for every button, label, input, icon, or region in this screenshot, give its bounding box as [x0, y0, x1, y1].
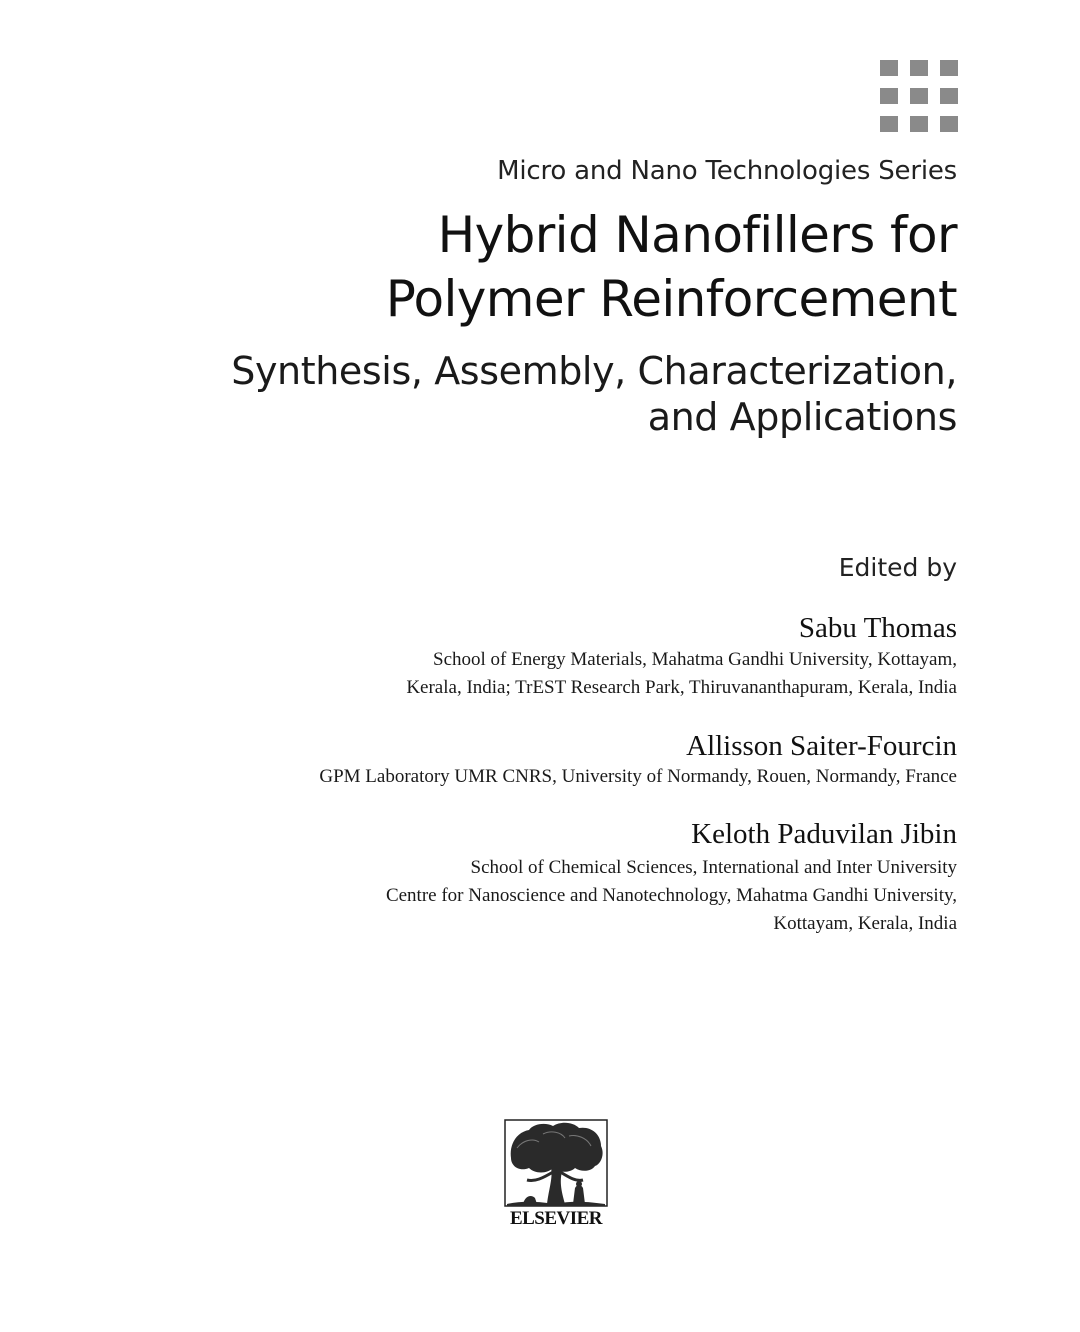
editor-affiliation: School of Energy Materials, Mahatma Gandhi University, Kottayam, — [433, 649, 957, 670]
editor-affiliation: Kerala, India; TrEST Research Park, Thiruvananthapuram, Kerala, India — [406, 677, 957, 698]
grid-square — [940, 88, 958, 104]
grid-square — [880, 60, 898, 76]
grid-square — [940, 60, 958, 76]
editor-name: Sabu Thomas — [798, 612, 957, 644]
book-subtitle-line-2: and Applications — [647, 395, 957, 439]
editor-name: Allisson Saiter-Fourcin — [686, 730, 957, 762]
book-title-line-1: Hybrid Nanofillers for — [437, 206, 957, 264]
series-grid-logo — [880, 60, 958, 136]
editor-name: Keloth Paduvilan Jibin — [691, 818, 957, 850]
editor-affiliation: GPM Laboratory UMR CNRS, University of Normandy, Rouen, Normandy, France — [319, 766, 957, 787]
editor-affiliation: Centre for Nanoscience and Nanotechnology, Mahatma Gandhi University, — [385, 885, 957, 906]
grid-square — [910, 60, 928, 76]
series-name: Micro and Nano Technologies Series — [497, 156, 957, 186]
grid-square — [880, 88, 898, 104]
grid-square — [910, 116, 928, 132]
edited-by-heading: Edited by — [838, 553, 957, 582]
grid-square — [910, 88, 928, 104]
editor-affiliation: Kottayam, Kerala, India — [773, 913, 957, 934]
grid-square — [880, 116, 898, 132]
grid-square — [940, 116, 958, 132]
book-subtitle-line-1: Synthesis, Assembly, Characterization, — [231, 349, 957, 393]
editor-affiliation: School of Chemical Sciences, International and Inter University — [470, 857, 957, 878]
book-title-line-2: Polymer Reinforcement — [385, 270, 957, 328]
publisher-name: ELSEVIER — [509, 1208, 603, 1229]
